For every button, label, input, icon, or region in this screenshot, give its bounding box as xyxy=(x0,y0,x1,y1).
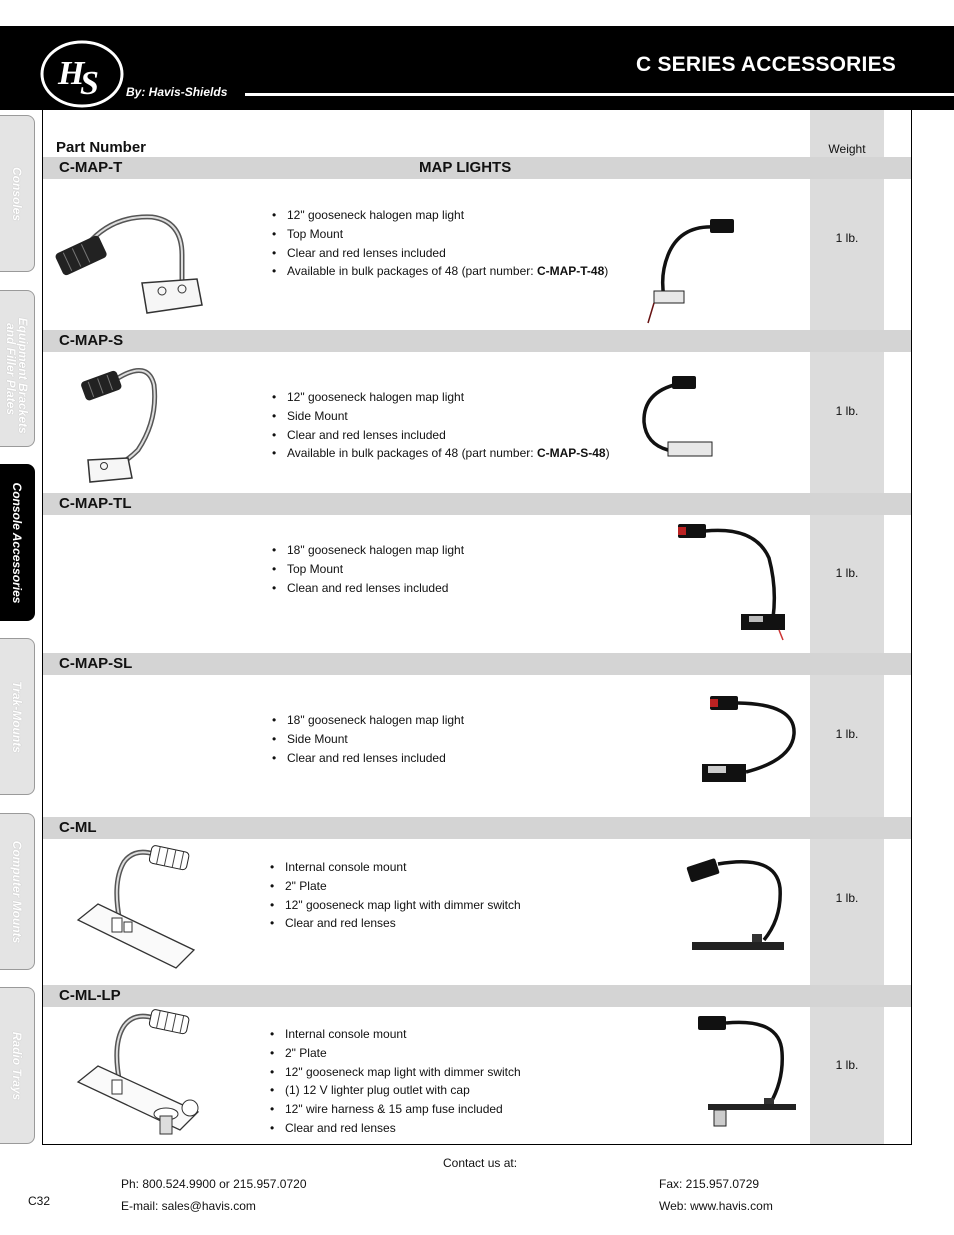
weight-value: 1 lb. xyxy=(835,566,859,580)
part-number: C-MAP-TL xyxy=(59,495,132,512)
feature-item: • 2" Plate xyxy=(270,877,521,896)
c-map-tl-photo xyxy=(675,518,795,642)
svg-text:S: S xyxy=(80,65,99,102)
tab-equipment-brackets[interactable] xyxy=(0,290,35,447)
part-number-header: Part Number xyxy=(56,139,147,156)
tab-trak-mounts[interactable] xyxy=(0,638,35,795)
tab-label: Radio Trays xyxy=(10,1031,24,1100)
website: Web: www.havis.com xyxy=(659,1199,773,1213)
section-title: MAP LIGHTS xyxy=(419,159,512,176)
feature-item: • Internal console mount xyxy=(270,1025,521,1044)
weight-header: Weight xyxy=(828,142,866,156)
tab-label: Computer Mounts xyxy=(10,840,24,943)
feature-item: • Clear and red lenses included xyxy=(272,426,610,445)
feature-item: • Clear and red lenses included xyxy=(272,749,464,768)
page-title: C SERIES ACCESSORIES xyxy=(636,53,896,76)
c-ml-photo xyxy=(684,848,796,958)
feature-item: • 18" gooseneck halogen map light xyxy=(272,541,464,560)
feature-item: • 12" gooseneck map light with dimmer switch xyxy=(270,896,521,915)
c-map-t-photo xyxy=(640,215,740,325)
weight-value: 1 lb. xyxy=(835,404,859,418)
feature-item: • Top Mount xyxy=(272,560,464,579)
havis-shields-logo xyxy=(40,40,124,108)
feature-item: • 12" gooseneck halogen map light xyxy=(272,388,610,407)
tab-label: Console Accessories xyxy=(10,482,24,603)
part-number: C-ML xyxy=(59,819,97,836)
feature-item: • (1) 12 V lighter plug outlet with cap xyxy=(270,1081,521,1100)
c-ml-drawing xyxy=(74,842,204,972)
tab-label: Trak-Mounts xyxy=(10,680,24,753)
tab-label: Consoles xyxy=(10,166,24,221)
feature-item: • Side Mount xyxy=(272,730,464,749)
c-ml-features xyxy=(270,858,521,933)
row-band-c-map-s xyxy=(43,330,911,352)
page-header xyxy=(0,26,954,110)
bulk-part-number: C-MAP-T-48 xyxy=(536,264,605,279)
weight-value: 1 lb. xyxy=(835,1058,859,1072)
feature-item: • 18" gooseneck halogen map light xyxy=(272,711,464,730)
tab-label-text: Equipment Brackets and Filler Plates xyxy=(4,317,30,434)
part-number: C-ML-LP xyxy=(59,987,121,1004)
c-ml-lp-photo xyxy=(694,1012,804,1130)
page-number: C32 xyxy=(28,1194,51,1208)
tab-label xyxy=(0,304,41,433)
c-map-s-features xyxy=(272,388,610,463)
part-number: C-MAP-S xyxy=(59,332,124,349)
weight-value: 1 lb. xyxy=(835,727,859,741)
feature-item xyxy=(272,444,610,463)
bulk-suffix: ) xyxy=(604,264,609,279)
bulk-text: Available in bulk packages of 48 (part number: xyxy=(287,446,537,461)
feature-item: • Top Mount xyxy=(272,225,608,244)
c-map-sl-photo xyxy=(696,690,806,800)
weight-value: 1 lb. xyxy=(835,231,859,245)
phone-number: Ph: 800.524.9900 or 215.957.0720 xyxy=(121,1177,307,1191)
contact-heading: Contact us at: xyxy=(443,1156,518,1170)
feature-item: • 2" Plate xyxy=(270,1044,521,1063)
c-map-sl-features xyxy=(272,711,464,767)
header-rule xyxy=(245,93,954,96)
row-band-c-map-tl xyxy=(43,493,911,515)
row-band-c-ml xyxy=(43,817,911,839)
c-map-t-features xyxy=(272,206,608,281)
fax-number: Fax: 215.957.0729 xyxy=(659,1177,760,1191)
row-band-c-map-sl xyxy=(43,653,911,675)
feature-item: • 12" gooseneck map light with dimmer switch xyxy=(270,1063,521,1082)
tab-radio-trays[interactable] xyxy=(0,987,35,1144)
tab-console-accessories[interactable] xyxy=(0,464,35,621)
feature-item: • Clear and red lenses xyxy=(270,914,521,933)
feature-item: • 12" gooseneck halogen map light xyxy=(272,206,608,225)
tab-consoles[interactable] xyxy=(0,115,35,272)
svg-text:H: H xyxy=(58,55,85,92)
bulk-suffix: ) xyxy=(605,446,610,461)
feature-item: • Side Mount xyxy=(272,407,610,426)
feature-item: • Internal console mount xyxy=(270,858,521,877)
feature-item: • Clear and red lenses included xyxy=(272,244,608,263)
c-map-s-drawing xyxy=(78,360,168,488)
bulk-text: Available in bulk packages of 48 (part number: xyxy=(287,264,537,279)
part-number: C-MAP-T xyxy=(59,159,123,176)
feature-item: • 12" wire harness & 15 amp fuse included xyxy=(270,1100,521,1119)
tab-computer-mounts[interactable] xyxy=(0,813,35,970)
feature-item: • Clear and red lenses xyxy=(270,1119,521,1138)
c-map-s-photo xyxy=(638,372,728,468)
feature-item xyxy=(272,262,608,281)
feature-item: • Clean and red lenses included xyxy=(272,579,464,598)
row-band-c-map-t xyxy=(43,157,911,179)
bulk-part-number: C-MAP-S-48 xyxy=(536,446,606,461)
weight-value: 1 lb. xyxy=(835,891,859,905)
c-ml-lp-drawing xyxy=(74,1008,208,1144)
c-map-t-drawing xyxy=(52,205,212,323)
c-ml-lp-features xyxy=(270,1025,521,1138)
part-number: C-MAP-SL xyxy=(59,655,133,672)
row-band-c-ml-lp xyxy=(43,985,911,1007)
email-address: E-mail: sales@havis.com xyxy=(121,1199,256,1213)
byline: By: Havis-Shields xyxy=(126,85,228,99)
c-map-tl-features xyxy=(272,541,464,597)
